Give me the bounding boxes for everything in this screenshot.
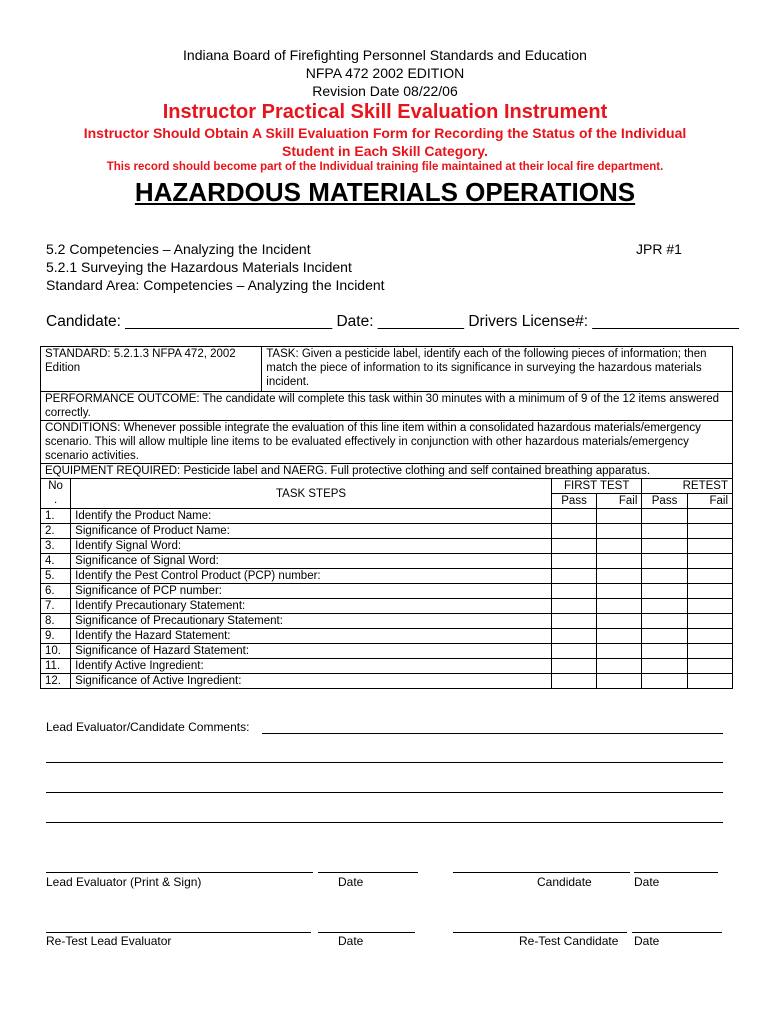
- first-fail-cell[interactable]: [597, 584, 642, 599]
- step-text: Significance of Product Name:: [71, 524, 552, 539]
- table-row: [41, 659, 733, 674]
- instruction-line-2: Student in Each Skill Category.: [282, 143, 488, 159]
- retest-pass-cell[interactable]: [642, 614, 687, 629]
- table-row: [41, 584, 733, 599]
- retest-pass-cell[interactable]: [642, 569, 687, 584]
- first-pass-cell[interactable]: [551, 629, 596, 644]
- lead-evaluator-label: Lead Evaluator (Print & Sign): [46, 875, 202, 889]
- first-fail-cell[interactable]: [597, 539, 642, 554]
- evaluation-table: [40, 346, 733, 689]
- date-label: Date: [338, 875, 364, 889]
- first-fail-cell[interactable]: [597, 509, 642, 524]
- no-header-label: No: [48, 480, 63, 492]
- step-number: 3.: [41, 539, 71, 554]
- retest-pass-cell[interactable]: [642, 554, 687, 569]
- retest-evaluator-signature-line[interactable]: [46, 932, 311, 933]
- revision-date: Revision Date 08/22/06: [312, 83, 458, 99]
- retest-header: RETEST: [642, 479, 733, 494]
- first-pass-cell[interactable]: [551, 584, 596, 599]
- table-row: [41, 539, 733, 554]
- candidate-line[interactable]: Candidate: ________________________ Date: __________ Drivers License#: _________________: [46, 313, 739, 330]
- step-text: Significance of Hazard Statement:: [71, 644, 552, 659]
- comment-line[interactable]: [46, 792, 723, 793]
- table-row: [41, 614, 733, 629]
- competency-line-1: 5.2 Competencies – Analyzing the Incident: [46, 241, 311, 257]
- retest-pass-cell[interactable]: [642, 599, 687, 614]
- first-pass-cell[interactable]: [551, 659, 596, 674]
- retest-fail-cell[interactable]: [687, 524, 732, 539]
- comments-label: Lead Evaluator/Candidate Comments:: [46, 720, 250, 734]
- first-pass-cell[interactable]: [551, 644, 596, 659]
- step-number: 5.: [41, 569, 71, 584]
- first-pass-cell[interactable]: [551, 509, 596, 524]
- step-text: Identify Signal Word:: [71, 539, 552, 554]
- step-number: 7.: [41, 599, 71, 614]
- equipment-required: EQUIPMENT REQUIRED: Pesticide label and NAERG. Full protective clothing and self contained breathing apparatus.: [41, 464, 733, 479]
- record-note: This record should become part of the Individual training file maintained at their local fire department.: [106, 161, 664, 173]
- retest-candidate-signature-line[interactable]: [453, 932, 627, 933]
- retest-pass-cell[interactable]: [642, 539, 687, 554]
- task-cell: TASK: Given a pesticide label, identify each of the following pieces of information; then match the piece of information to its significance in surveying the hazardous materials incident.: [262, 347, 733, 392]
- retest-fail-cell[interactable]: [687, 569, 732, 584]
- retest-pass-cell[interactable]: [642, 509, 687, 524]
- retest-pass-cell[interactable]: [642, 659, 687, 674]
- first-fail-cell[interactable]: [597, 599, 642, 614]
- candidate-date-line[interactable]: [634, 872, 718, 873]
- retest-candidate-label: Re-Test Candidate: [519, 934, 619, 948]
- jpr-number: JPR #1: [636, 241, 682, 257]
- step-number: 10.: [41, 644, 71, 659]
- first-pass-cell[interactable]: [551, 569, 596, 584]
- first-fail-cell[interactable]: [597, 659, 642, 674]
- comment-line[interactable]: [46, 822, 723, 823]
- standard-area: Standard Area: Competencies – Analyzing the Incident: [46, 277, 385, 293]
- step-text: Identify Active Ingredient:: [71, 659, 552, 674]
- first-test-header: FIRST TEST: [551, 479, 642, 494]
- first-fail-header: Fail: [597, 494, 642, 509]
- first-fail-cell[interactable]: [597, 614, 642, 629]
- retest-pass-cell[interactable]: [642, 644, 687, 659]
- retest-pass-cell[interactable]: [642, 524, 687, 539]
- instruction-line-1: Instructor Should Obtain A Skill Evaluation Form for Recording the Status of the Individual: [83, 125, 687, 141]
- table-row: [41, 524, 733, 539]
- table-row: [41, 644, 733, 659]
- first-fail-cell[interactable]: [597, 644, 642, 659]
- page-title: HAZARDOUS MATERIALS OPERATIONS: [134, 177, 636, 207]
- first-pass-cell[interactable]: [551, 554, 596, 569]
- step-text: Identify the Product Name:: [71, 509, 552, 524]
- first-pass-cell[interactable]: [551, 524, 596, 539]
- retest-pass-header: Pass: [642, 494, 687, 509]
- lead-evaluator-date-line[interactable]: [318, 872, 418, 873]
- date-label: Date: [338, 934, 364, 948]
- step-number: 12.: [41, 674, 71, 689]
- retest-fail-cell[interactable]: [687, 509, 732, 524]
- no-header: [41, 479, 71, 509]
- competency-line-2: 5.2.1 Surveying the Hazardous Materials Incident: [46, 259, 352, 275]
- first-pass-cell[interactable]: [551, 599, 596, 614]
- comment-line[interactable]: [262, 733, 723, 734]
- retest-evaluator-label: Re-Test Lead Evaluator: [46, 934, 172, 948]
- step-text: Significance of Active Ingredient:: [71, 674, 552, 689]
- table-row: [41, 554, 733, 569]
- step-number: 1.: [41, 509, 71, 524]
- table-row: [41, 599, 733, 614]
- step-text: Identify Precautionary Statement:: [71, 599, 552, 614]
- step-number: 9.: [41, 629, 71, 644]
- retest-candidate-date-line[interactable]: [632, 932, 722, 933]
- task-steps-header: TASK STEPS: [71, 479, 552, 509]
- table-row: [41, 629, 733, 644]
- step-number: 4.: [41, 554, 71, 569]
- step-text: Identify the Hazard Statement:: [71, 629, 552, 644]
- retest-fail-cell[interactable]: [687, 599, 732, 614]
- first-fail-cell[interactable]: [597, 554, 642, 569]
- step-text: Significance of PCP number:: [71, 584, 552, 599]
- standard-cell: STANDARD: 5.2.1.3 NFPA 472, 2002 Edition: [41, 347, 262, 392]
- step-number: 8.: [41, 614, 71, 629]
- retest-fail-cell[interactable]: [687, 644, 732, 659]
- first-fail-cell[interactable]: [597, 629, 642, 644]
- edition-label: NFPA 472 2002 EDITION: [305, 65, 465, 81]
- retest-fail-cell[interactable]: [687, 659, 732, 674]
- conditions: CONDITIONS: Whenever possible integrate the evaluation of this line item within a consolidated hazardous materials/emergency scenario. This will allow multiple line items to be evaluated effectively in conjunction with other hazardous materials/emergency scenario activities.: [41, 421, 733, 464]
- retest-fail-cell[interactable]: [687, 584, 732, 599]
- step-text: Identify the Pest Control Product (PCP) number:: [71, 569, 552, 584]
- candidate-signature-line[interactable]: [453, 872, 630, 873]
- retest-fail-cell[interactable]: [687, 674, 732, 689]
- table-row: [41, 569, 733, 584]
- first-pass-header: Pass: [551, 494, 596, 509]
- instrument-title: Instructor Practical Skill Evaluation Instrument: [162, 101, 608, 123]
- comment-line[interactable]: [46, 762, 723, 763]
- first-pass-cell[interactable]: [551, 674, 596, 689]
- performance-outcome: PERFORMANCE OUTCOME: The candidate will complete this task within 30 minutes with a minimum of 9 of the 12 items answered correctly.: [41, 392, 733, 421]
- retest-fail-header: Fail: [687, 494, 732, 509]
- step-number: 6.: [41, 584, 71, 599]
- first-fail-cell[interactable]: [597, 569, 642, 584]
- retest-pass-cell[interactable]: [642, 629, 687, 644]
- retest-pass-cell[interactable]: [642, 584, 687, 599]
- retest-pass-cell[interactable]: [642, 674, 687, 689]
- no-header-dot: .: [53, 494, 58, 506]
- first-pass-cell[interactable]: [551, 539, 596, 554]
- table-row: [41, 674, 733, 689]
- lead-evaluator-signature-line[interactable]: [46, 872, 313, 873]
- step-number: 2.: [41, 524, 71, 539]
- step-text: Significance of Precautionary Statement:: [71, 614, 552, 629]
- retest-fail-cell[interactable]: [687, 554, 732, 569]
- first-pass-cell[interactable]: [551, 614, 596, 629]
- retest-fail-cell[interactable]: [687, 629, 732, 644]
- retest-fail-cell[interactable]: [687, 614, 732, 629]
- first-fail-cell[interactable]: [597, 674, 642, 689]
- step-number: 11.: [41, 659, 71, 674]
- table-row: [41, 509, 733, 524]
- retest-fail-cell[interactable]: [687, 539, 732, 554]
- step-text: Significance of Signal Word:: [71, 554, 552, 569]
- board-title: Indiana Board of Firefighting Personnel Standards and Education: [183, 47, 587, 63]
- date-label: Date: [634, 875, 660, 889]
- retest-evaluator-date-line[interactable]: [318, 932, 415, 933]
- candidate-label: Candidate: [537, 875, 592, 889]
- first-fail-cell[interactable]: [597, 524, 642, 539]
- date-label: Date: [634, 934, 660, 948]
